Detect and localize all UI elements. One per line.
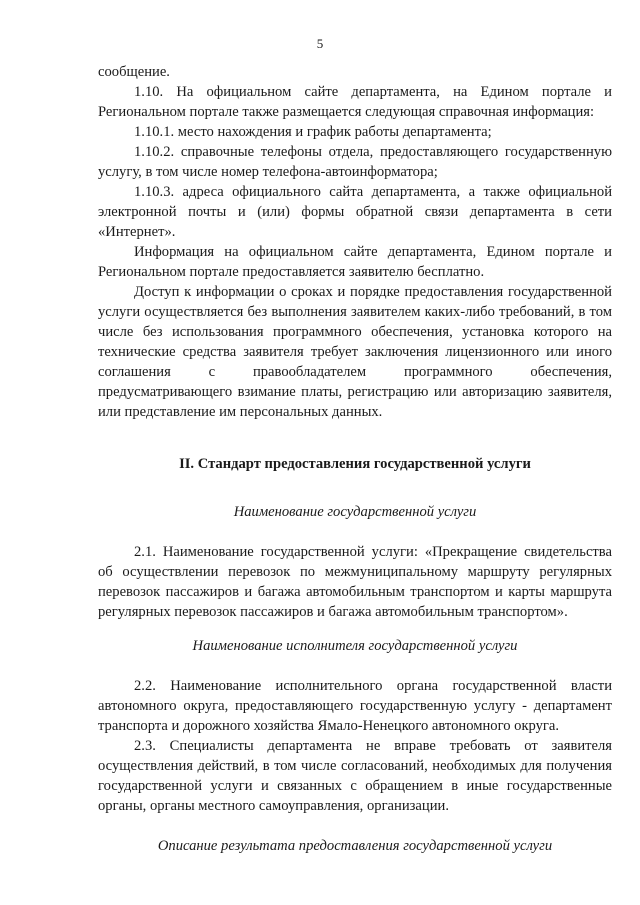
subheading-result: Описание результата предоставления государственной услуги <box>157 838 553 854</box>
paragraph-2-1: 2.1. Наименование государственной услуги: «Прекращение свидетельства об осуществлении перевозок по межмуниципальному маршруту регулярных перевозок пассажиров и багажа автомобильным транспортом и карты маршрута регулярных перевозок пассажиров и багажа автомобильным транспортом». <box>98 544 612 620</box>
paragraph-1-10-3: 1.10.3. адреса официального сайта департамента, а также официальной электронной почты и (или) формы обратной связи департамента в сети «Интернет». <box>98 184 612 240</box>
paragraph-2-2: 2.2. Наименование исполнительного органа государственной власти автономного округа, предоставляющего государственную услугу - департамент транспорта и дорожного хозяйства Ямало-Ненецкого автономного округа. <box>98 678 612 734</box>
page-number: 5 <box>316 36 324 51</box>
paragraph-1-10-1: 1.10.1. место нахождения и график работы департамента; <box>134 124 492 140</box>
subheading-service-name: Наименование государственной услуги <box>233 504 477 520</box>
paragraph-1-10: 1.10. На официальном сайте департамента, на Едином портале и Региональном портале также размещается следующая справочная информация: <box>98 84 612 120</box>
paragraph-access: Доступ к информации о сроках и порядке предоставления государственной услуги осуществляется без выполнения заявителем каких-либо требований, в том числе без использования программного обеспечения, установка которого на технические средства заявителя требует заключения лицензионного или иного соглашения с правообладателем программного обеспечения, предусматривающего взимание платы, регистрацию или авторизацию заявителя, или представление им персональных данных. <box>98 284 612 420</box>
paragraph-2-3: 2.3. Специалисты департамента не вправе требовать от заявителя осуществления действий, в том числе согласований, необходимых для получения государственной услуги и связанных с обращением в иные государственные органы, органы местного самоуправления, организации. <box>98 738 612 814</box>
paragraph-info-free: Информация на официальном сайте департамента, Едином портале и Региональном портале предоставляется заявителю бесплатно. <box>98 244 612 280</box>
paragraph-continuation: сообщение. <box>98 64 170 80</box>
section-2-title: II. Стандарт предоставления государственной услуги <box>179 456 531 472</box>
paragraph-1-10-2: 1.10.2. справочные телефоны отдела, предоставляющего государственную услугу, в том числе номер телефона-автоинформатора; <box>98 144 612 180</box>
document-body <box>98 62 612 856</box>
subheading-executor: Наименование исполнителя государственной услуги <box>192 638 518 654</box>
